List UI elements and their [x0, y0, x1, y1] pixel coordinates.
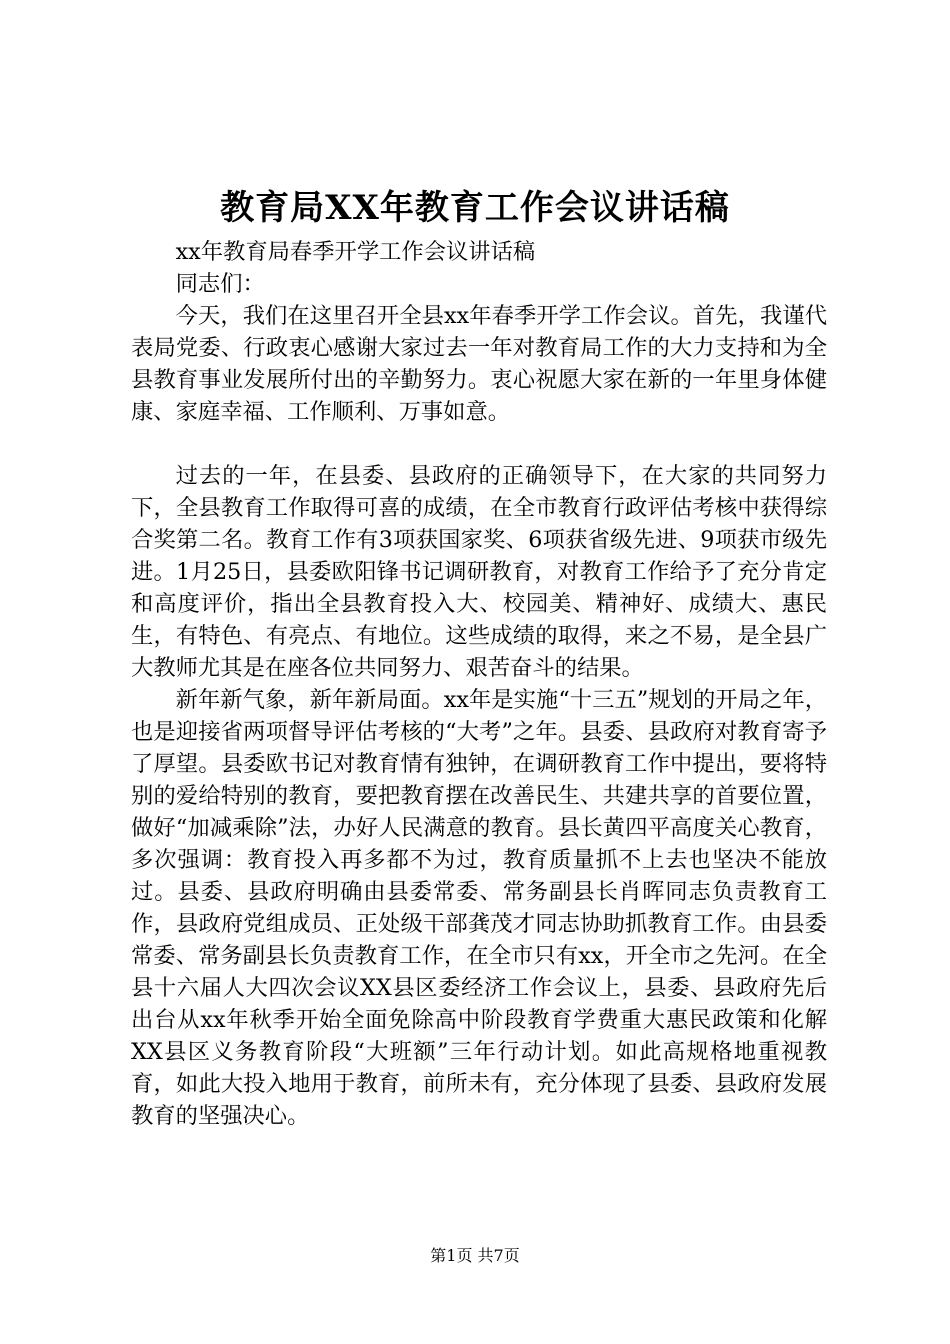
subtitle-paragraph: xx年教育局春季开学工作会议讲话稿 — [175, 239, 536, 265]
document-body — [131, 236, 827, 1132]
page-number-footer: 第1页 共7页 — [430, 1246, 520, 1265]
review-paragraph: 过去的一年，在县委、县政府的正确领导下，在大家的共同努力下，全县教育工作取得可喜的成绩，在全市教育行政评估考核中获得综合奖第二名。教育工作有3项获国家奖、6项获省级先进、9项获市级先进。1月25日，县委欧阳锋书记调研教育，对教育工作给予了充分肯定和高度评价，指出全县教育投入大、校园美、精神好、成绩大、惠民生，有特色、有亮点、有地位。这些成绩的取得，来之不易，是全县广大教师尤其是在座各位共同努力、艰苦奋斗的结果。 — [131, 463, 827, 681]
document-title: 教育局XX年教育工作会议讲话稿 — [220, 188, 730, 228]
new-year-paragraph: 新年新气象，新年新局面。xx年是实施“十三五”规划的开局之年，也是迎接省两项督导评估考核的“大考”之年。县委、县政府对教育寄予了厚望。县委欧书记对教育情有独钟，在调研教育工作中提出，要将特别的爱给特别的教育，要把教育摆在改善民生、共建共享的首要位置，做好“加减乘除”法，办好人民满意的教育。县长黄四平高度关心教育，多次强调：教育投入再多都不为过，教育质量抓不上去也坚决不能放过。县委、县政府明确由县委常委、常务副县长肖晖同志负责教育工作，县政府党组成员、正处级干部龚茂才同志协助抓教育工作。由县委常委、常务副县长负责教育工作，在全市只有xx，开全市之先河。在全县十六届人大四次会议XX县区委经济工作会议上，县委、县政府先后出台从xx年秋季开始全面免除高中阶段教育学费重大惠民政策和化解XX县区义务教育阶段“大班额”三年行动计划。如此高规格地重视教育，如此大投入地用于教育，前所未有，充分体现了县委、县政府发展教育的坚强决心。 — [131, 687, 827, 1129]
salutation-paragraph: 同志们： — [175, 271, 265, 297]
opening-paragraph: 今天，我们在这里召开全县xx年春季开学工作会议。首先，我谨代表局党委、行政衷心感谢大家过去一年对教育局工作的大力支持和为全县教育事业发展所付出的辛勤努力。衷心祝愿大家在新的一年里身体健康、家庭幸福、工作顺利、万事如意。 — [131, 303, 827, 425]
